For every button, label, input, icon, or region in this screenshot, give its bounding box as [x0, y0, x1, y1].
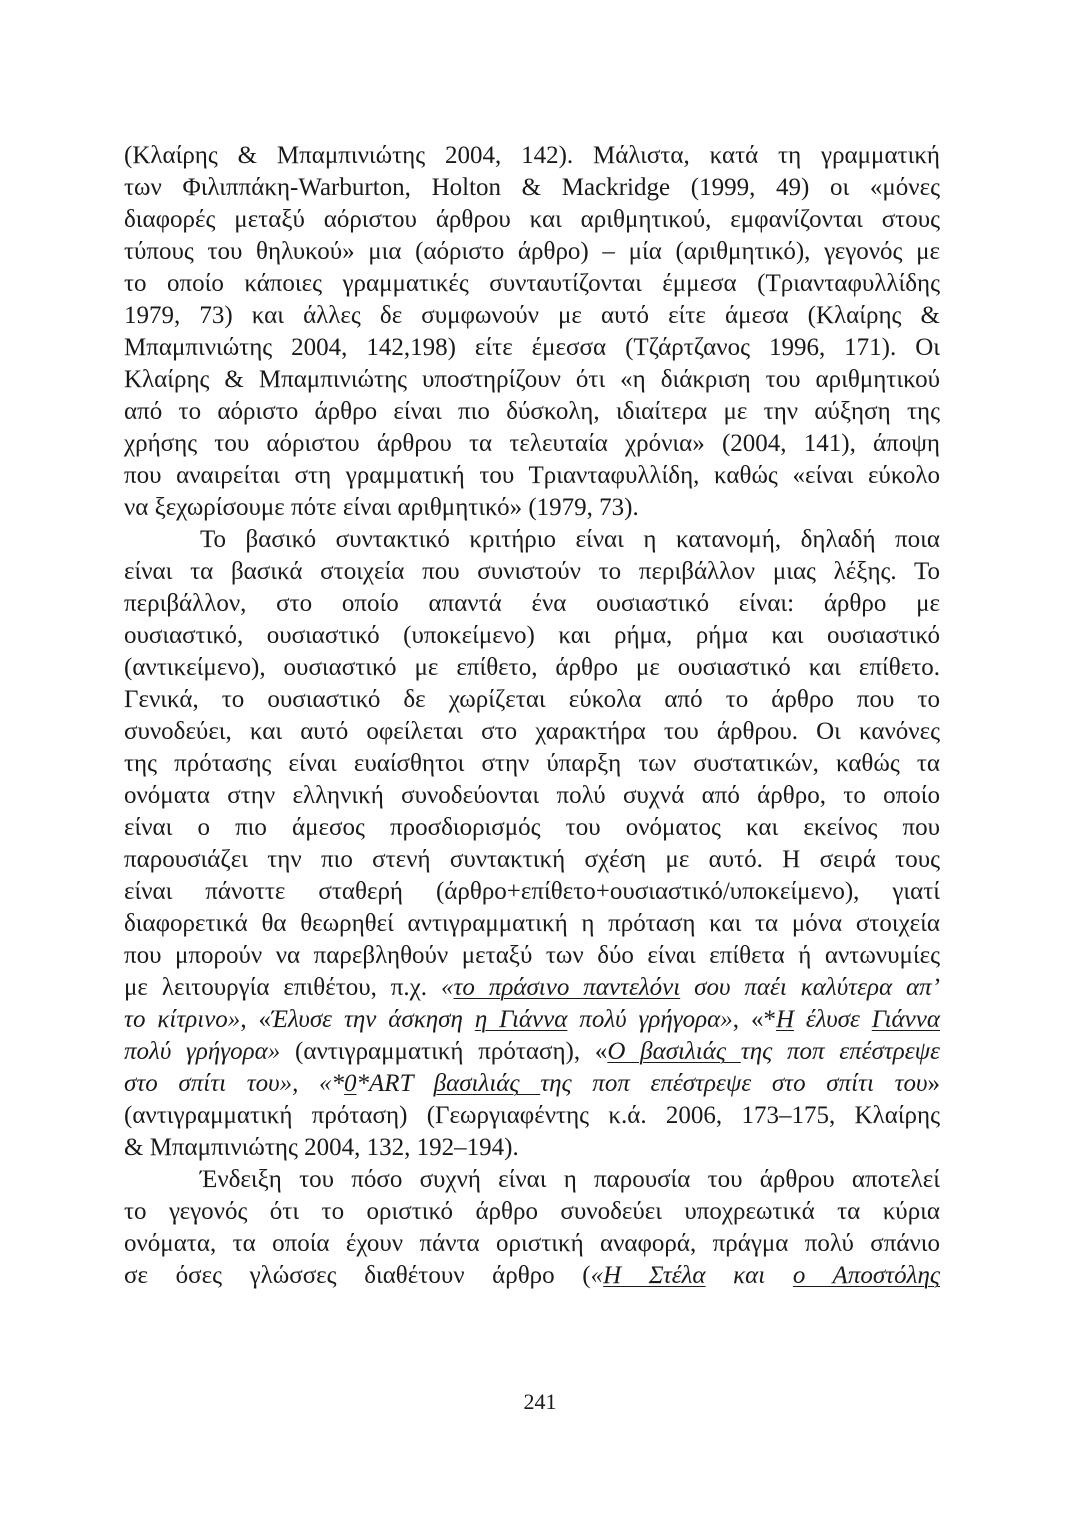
text-line: Ένδειξη του πόσο συχνή είναι η παρουσία του άρθρου αποτελεί [200, 1166, 940, 1193]
paragraph-2 [124, 524, 940, 1164]
text-line: (αντικείμενο), ουσιαστικό με επίθετο, άρθρο με ουσιαστικό και επίθετο. [124, 654, 940, 681]
text-line: χρήσης του αόριστου άρθρου τα τελευταία χρόνια» (2004, 141), άποψη [124, 430, 940, 457]
text-line: Κλαίρης & Μπαμπινιώτης υποστηρίζουν ότι «η διάκριση του αριθμητικού [124, 366, 940, 393]
text-line: το οποίο κάποιες γραμματικές συνταυτίζονται έμμεσα (Τριανταφυλλίδης [124, 270, 940, 297]
underlined-phrase: Η [775, 1006, 795, 1033]
paragraph-1 [124, 140, 940, 524]
text-line: παρουσιάζει την πιο στενή συντακτική σχέση με αυτό. Η σειρά τους [124, 846, 940, 873]
text-line-example-4: στο σπίτι του», «*0*ART βασιλιάς της ποπ επέστρεψε στο σπίτι του» [124, 1070, 940, 1097]
underlined-phrase: Γιάννα [871, 1006, 940, 1033]
text-line: Γενικά, το ουσιαστικό δε χωρίζεται εύκολα από το άρθρο που το [124, 686, 940, 713]
text-line: (Κλαίρης & Μπαμπινιώτης 2004, 142). Μάλιστα, κατά τη γραμματική [124, 142, 940, 169]
text-line-example-2: το κίτρινο», «Έλυσε την άσκηση η Γιάννα πολύ γρήγορα», «*Η έλυσε Γιάννα [124, 1006, 940, 1033]
underlined-phrase: η Γιάννα [474, 1006, 568, 1033]
paragraph-3 [124, 1164, 940, 1292]
text-line: Το βασικό συντακτικό κριτήριο είναι η κατανομή, δηλαδή ποια [200, 526, 940, 553]
text-line: τύπους του θηλυκού» μια (αόριστο άρθρο) – μία (αριθμητικό), γεγονός με [124, 238, 940, 265]
text-line: (αντιγραμματική πρόταση) (Γεωργιαφέντης κ.ά. 2006, 173–175, Κλαίρης [124, 1102, 940, 1129]
text-line: ονόματα, τα οποία έχουν πάντα οριστική αναφορά, πράγμα πολύ σπάνιο [124, 1230, 940, 1257]
underlined-phrase: βασιλιάς [433, 1070, 541, 1097]
document-page [124, 140, 940, 1292]
text-line: Μπαμπινιώτης 2004, 142,198) είτε έμεσσα (Τζάρτζανος 1996, 171). Οι [124, 334, 940, 361]
text-line: 1979, 73) και άλλες δε συμφωνούν με αυτό είτε άμεσα (Κλαίρης & [124, 302, 940, 329]
text-line-example-5: σε όσες γλώσσες διαθέτουν άρθρο («Η Στέλα και ο Αποστόλης [124, 1262, 940, 1289]
text-line: είναι πάνοττε σταθερή (άρθρο+επίθετο+ουσιαστικό/υποκείμενο), γιατί [124, 878, 940, 905]
underlined-phrase: το πράσινο παντελόνι [453, 974, 681, 1001]
text-line: που μπορούν να παρεβληθούν μεταξύ των δύο είναι επίθετα ή αντωνυμίες [124, 942, 940, 969]
text-line: ουσιαστικό, ουσιαστικό (υποκείμενο) και ρήμα, ρήμα και ουσιαστικό [124, 622, 940, 649]
underlined-phrase: 0 [344, 1070, 357, 1097]
text-line-example-1: με λειτουργία επιθέτου, π.χ. «το πράσινο παντελόνι σου παέι καλύτερα απ’ [124, 974, 940, 1001]
text-line: διαφορετικά θα θεωρηθεί αντιγραμματική η πρόταση και τα μόνα στοιχεία [124, 910, 940, 937]
text-line: είναι ο πιο άμεσος προσδιορισμός του ονόματος και εκείνος που [124, 814, 940, 841]
text-line: περιβάλλον, στο οποίο απαντά ένα ουσιαστικό είναι: άρθρο με [124, 590, 940, 617]
text-line: από το αόριστο άρθρο είναι πιο δύσκολη, ιδιαίτερα με την αύξηση της [124, 398, 940, 425]
text-line: είναι τα βασικά στοιχεία που συνιστούν το περιβάλλον μιας λέξης. Το [124, 558, 940, 585]
underlined-phrase: Η Στέλα [603, 1262, 706, 1289]
underlined-phrase: Ο βασιλιάς [607, 1038, 741, 1065]
underlined-phrase: ο Αποστόλης [792, 1262, 940, 1289]
text-line: διαφορές μεταξύ αόριστου άρθρου και αριθμητικού, εμφανίζονται στους [124, 206, 940, 233]
text-line: το γεγονός ότι το οριστικό άρθρο συνοδεύει υποχρεωτικά τα κύρια [124, 1198, 940, 1225]
text-line: ονόματα στην ελληνική συνοδεύονται πολύ συχνά από άρθρο, το οποίο [124, 782, 940, 809]
text-line-example-3: πολύ γρήγορα» (αντιγραμματική πρόταση), «Ο βασιλιάς της ποπ επέστρεψε [124, 1038, 941, 1065]
text-line: που αναιρείται στη γραμματική του Τριανταφυλλίδη, καθώς «είναι εύκολο [124, 462, 940, 489]
page-number: 241 [523, 1389, 557, 1414]
text-line: να ξεχωρίσουμε πότε είναι αριθμητικό» (1979, 73). [124, 494, 639, 521]
text-line: των Φιλιππάκη-Warburton, Holton & Mackridge (1999, 49) οι «μόνες [124, 174, 940, 201]
text-line: της πρότασης είναι ευαίσθητοι στην ύπαρξη των συστατικών, καθώς τα [124, 750, 940, 777]
text-line: συνοδεύει, και αυτό οφείλεται στο χαρακτήρα του άρθρου. Οι κανόνες [124, 718, 940, 745]
text-line: & Μπαμπινιώτης 2004, 132, 192–194). [124, 1134, 519, 1161]
